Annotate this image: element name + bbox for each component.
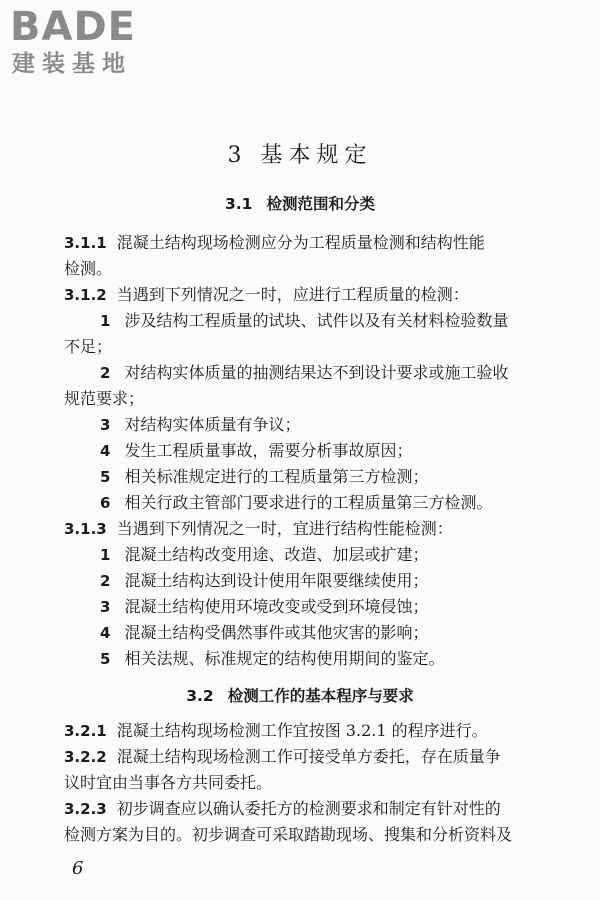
clause-text: 相关标准规定进行的工程质量第三方检测； (124, 467, 429, 486)
clause-number: 2 (100, 572, 111, 590)
clause-number: 3.1.2 (64, 286, 107, 304)
clause-text: 涉及结构工程质量的试块、试件以及有关材料检验数量 (124, 311, 509, 330)
clause-text: 对结构实体质量有争议； (124, 415, 301, 434)
clause-text: 混凝土结构现场检测工作可接受单方委托，存在质量争 (116, 747, 501, 766)
paragraph-line (64, 334, 564, 360)
clause-number: 3.1.1 (64, 234, 107, 252)
section-number: 3.1 (225, 195, 253, 213)
clause-text: 相关行政主管部门要求进行的工程质量第三方检测。 (124, 493, 493, 512)
clause-number: 5 (100, 650, 111, 668)
clause-text: 议时宜由当事各方共同委托。 (64, 773, 273, 792)
clause-number: 1 (100, 546, 111, 564)
paragraph-line (64, 308, 564, 334)
clause-text: 初步调查应以确认委托方的检测要求和制定有针对性的 (116, 799, 501, 818)
clause-text: 检测方案为目的。初步调查可采取踏勘现场、搜集和分析资料及 (64, 825, 513, 844)
paragraph-line (64, 770, 564, 796)
clause-text: 当遇到下列情况之一时，宜进行结构性能检测： (116, 519, 453, 538)
logo (10, 4, 136, 78)
clause-text: 发生工程质量事故，需要分析事故原因； (124, 441, 413, 460)
paragraph-line (64, 796, 564, 822)
clause-text: 相关法规、标准规定的结构使用期间的鉴定。 (124, 649, 445, 668)
paragraph-line (64, 718, 564, 744)
paragraph-line (64, 646, 564, 672)
section-heading-3-1 (0, 192, 600, 214)
clause-text: 对结构实体质量的抽测结果达不到设计要求或施工验收 (124, 363, 509, 382)
clause-text: 混凝土结构现场检测应分为工程质量检测和结构性能 (116, 233, 485, 252)
clause-text: 混凝土结构达到设计使用年限要继续使用； (124, 571, 429, 590)
clause-text: 当遇到下列情况之一时，应进行工程质量的检测： (116, 285, 469, 304)
clause-number: 4 (100, 624, 111, 642)
page-number: 6 (72, 858, 84, 879)
paragraph-line (64, 412, 564, 438)
paragraph-line (64, 744, 564, 770)
section-3-2-body (64, 718, 564, 848)
paragraph-line (64, 282, 564, 308)
clause-number: 2 (100, 364, 111, 382)
clause-number: 3 (100, 598, 111, 616)
paragraph-line (64, 568, 564, 594)
paragraph-line (64, 620, 564, 646)
paragraph-line (64, 438, 564, 464)
clause-text: 不足； (64, 337, 113, 356)
logo-sub-text: 建装基地 (12, 51, 132, 77)
clause-text: 混凝土结构受偶然事件或其他灾害的影响； (124, 623, 429, 642)
logo-main-text: BADE (10, 4, 136, 50)
paragraph-line (64, 516, 564, 542)
paragraph-line (64, 594, 564, 620)
clause-number: 3 (100, 416, 111, 434)
clause-number: 3.1.3 (64, 520, 107, 538)
clause-text: 混凝土结构使用环境改变或受到环境侵蚀； (124, 597, 429, 616)
paragraph-line (64, 822, 564, 848)
clause-number: 4 (100, 442, 111, 460)
clause-number: 1 (100, 312, 111, 330)
section-title: 检测工作的基本程序与要求 (227, 687, 414, 705)
paragraph-line (64, 490, 564, 516)
chapter-title: 3 基本规定 (227, 143, 373, 168)
clause-number: 3.2.1 (64, 722, 107, 740)
paragraph-line (64, 256, 564, 282)
clause-number: 6 (100, 494, 111, 512)
section-title: 检测范围和分类 (266, 195, 375, 213)
paragraph-line (64, 360, 564, 386)
section-number: 3.2 (186, 687, 214, 705)
clause-number: 5 (100, 468, 111, 486)
section-heading-3-2 (0, 684, 600, 706)
clause-number: 3.2.3 (64, 800, 107, 818)
section-3-1-body (64, 230, 564, 672)
clause-text: 混凝土结构现场检测工作宜按图 3.2.1 的程序进行。 (116, 721, 488, 740)
clause-number: 3.2.2 (64, 748, 107, 766)
clause-text: 规范要求； (64, 389, 145, 408)
clause-text: 检测。 (64, 259, 113, 278)
paragraph-line (64, 464, 564, 490)
paragraph-line (64, 542, 564, 568)
paragraph-line (64, 230, 564, 256)
clause-text: 混凝土结构改变用途、改造、加层或扩建； (124, 545, 429, 564)
paragraph-line (64, 386, 564, 412)
